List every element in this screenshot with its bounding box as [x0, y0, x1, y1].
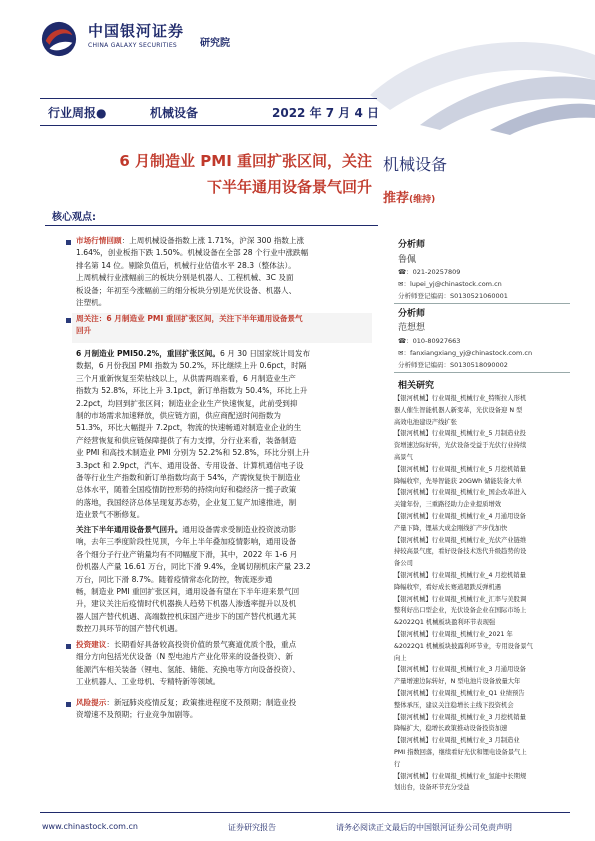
analyst-cert: 分析师登记编码：S0130518090002	[398, 361, 508, 369]
related-line: 降幅收窄，先导智能获 20GWh 储能装备大单	[394, 477, 522, 485]
brand-name-cn: 中国银河证券	[88, 22, 185, 40]
text-line: 回升	[76, 326, 92, 336]
related-line[interactable]: 【银河机械】行业周报_机械行业_2021 年	[394, 630, 513, 638]
text-line: 升，建议关注后疫情时代机器换人趋势下机器人渗透率提升以及机	[76, 599, 297, 609]
text-line: 器人国产替代机遇、高端数控机床国产进步下的国产替代机遇尤其	[76, 611, 297, 621]
text-line: 业 PMI 和高技术制造业 PMI 分别为 52.2%和 52.8%，环比分别上升	[76, 448, 310, 458]
related-line[interactable]: 【银河机械】行业周报_机械行业_3 月挖机销量	[394, 713, 526, 721]
text-line: 产经营恢复和供应链保障提供了有力支撑，分行业来看，装备制造	[76, 435, 297, 445]
text-line: 2.2pct，均回到扩张区间；制造业企业生产快速恢复，此前受到抑	[76, 398, 298, 408]
footer-website-link[interactable]: www.chinastock.com.cn	[42, 822, 138, 831]
pmi-paragraph	[76, 348, 369, 522]
text-line: 通用设备需求受制造业投资波动影	[182, 525, 297, 534]
related-line: 产量增速边际转好，N 型电池片设备放量大年	[394, 678, 521, 686]
investment-advice-paragraph	[76, 639, 369, 689]
text-line: 3.3pct 和 2.9pct，汽车、通用设备、专用设备、计算机通信电子设	[76, 460, 304, 470]
text-line: 造业景气不断修复。	[76, 510, 145, 520]
related-line: 产量下降，锂基大成金刚线扩产步伐加快	[394, 524, 508, 532]
footer-disclaimer: 请务必阅读正文最后的中国银河证券公司免责声明	[336, 823, 512, 832]
text-line: 指数为 52.8%，环比上升 3.1pct，新订单指数为 50.4%，环比上升	[76, 386, 308, 396]
related-line: 整体承压，建议关注稳增长主线下投资机会	[394, 701, 514, 709]
text-line: 各个细分子行业产销量均有不同幅度下滑，其中，2022 年 1-6 月	[76, 549, 298, 559]
analyst-divider	[394, 372, 570, 373]
bullet-marker	[66, 644, 71, 649]
text-line: 数据，6 月份我国 PMI 指数为 50.2%，环比继续上升 0.6pct，时隔	[76, 361, 307, 371]
related-line: 高景气	[394, 453, 413, 461]
related-line: 器人催生智能机器人新变革，光伏设备迎 N 型	[394, 406, 523, 414]
related-line: 资增速边际好转，光伏设备受益于光伏行业持续	[394, 442, 527, 450]
bullet-marker	[66, 240, 71, 245]
related-research-list	[394, 393, 574, 794]
text-line: 工业机器人、工业母机、专精特新等领域。	[76, 677, 221, 687]
related-line: &2022Q1 机械板块披露利环节业，专用设备景气	[394, 642, 533, 650]
text-line: 51.3%，环比大幅提升 7.2pct，物流的快速畅通对制造业企业的生	[76, 423, 302, 433]
related-line: 向上	[394, 654, 407, 662]
related-line: 降幅收窄，看好成长赛道超跌反弹机遇	[394, 583, 502, 591]
analyst-cert: 分析师登记编码：S0130521060001	[398, 292, 508, 300]
analyst-divider	[394, 303, 570, 304]
text-line: ：长期看好具备较高投资价值的景气赛道优质个股，重点	[106, 640, 297, 649]
related-line: &2022Q1 机械板块盈利环节表现强	[394, 619, 496, 627]
text-line: 6 月 30 日国家统计局发布	[220, 349, 311, 358]
analyst-email[interactable]: ✉：lupei_yj@chinastock.com.cn	[398, 280, 502, 288]
text-line: 能源汽车相关装备（锂电、氢能、储能、充换电等方向设备投资）、	[76, 664, 301, 674]
outlook-lead: 关注下半年通用设备景气回升。	[76, 525, 183, 534]
related-line: 划出台，设备环节充分受益	[394, 784, 470, 792]
text-line: 周关注：6 月制造业 PMI 重回扩张区间，关注下半年通用设备景气	[76, 314, 303, 323]
analyst-name: 鲁佩	[398, 255, 417, 265]
rating-label	[383, 187, 435, 206]
text-line: 三个月重新恢复至荣枯线以上，从供需两端来看，6 月制造业生产	[76, 373, 296, 383]
text-line: ：新冠肺炎疫情反复；政策推进程度不及预期；制造业投	[106, 698, 297, 707]
text-line: 份机器人产量 16.61 万台，同比下滑 9.4%，金属切削机床产量 23.2	[76, 562, 311, 572]
analyst-name: 范想想	[398, 323, 426, 333]
risk-warning-paragraph	[76, 697, 369, 722]
related-line[interactable]: 【银河机械】行业周报_机械行业_4 月通用设备	[394, 512, 526, 520]
related-line: 行	[394, 760, 401, 768]
risk-warning-label: 风险提示	[76, 698, 107, 707]
related-line[interactable]: 【银河机械】行业周报_机械行业_国企改革进入	[394, 489, 527, 497]
text-line: 排名第 14 位。剔除负值后，机械行业估值水平 28.3（整体法）。	[76, 260, 296, 270]
text-line: 数控刀具环节的国产替代机遇。	[76, 624, 183, 634]
text-line: 响，去年三季度阶段性见顶，今年上半年叠加疫情影响，通用设备	[76, 537, 297, 547]
related-line[interactable]: 【银河机械】行业周报_机械行业_特斯拉人形机	[394, 395, 527, 402]
rating-value: 推荐	[383, 191, 410, 206]
related-line[interactable]: 【银河机械】行业周报_机械行业_3 月通用设备	[394, 666, 526, 674]
related-line[interactable]: 【银河机械】行业周报_机械行业_5 月挖机销量	[394, 465, 526, 473]
market-review-label: 市场行情回顾	[76, 236, 122, 245]
text-line: 的落地，我国经济总体呈现复苏态势，企业复工复产加速推进，制	[76, 497, 297, 507]
report-date: 2022 年 7 月 4 日	[272, 106, 379, 120]
core-views-heading: 核心观点:	[52, 212, 96, 223]
analyst-phone: ☎：021-20257809	[398, 268, 461, 276]
footer-divider	[40, 812, 570, 813]
related-line: 关键年份，三重路径助力企业提质增效	[394, 501, 502, 509]
related-line: 高效电池建设产线扩张	[394, 418, 457, 426]
related-line[interactable]: 【银河机械】行业周报_机械行业_4 月挖机销量	[394, 571, 526, 579]
footer-report-label: 证券研究报告	[228, 823, 276, 832]
related-line[interactable]: 【银河机械】行业周报_机械行业_5 月制造业投	[394, 430, 526, 438]
related-line[interactable]: 【银河机械】行业周报_机械行业_氢能中长期规	[394, 772, 527, 780]
sector-label: 机械设备	[150, 106, 199, 120]
text-line: 总体水平，随着全国疫情防控形势的持续向好和稳经济一揽子政策	[76, 485, 297, 495]
market-review-paragraph	[76, 235, 369, 309]
brand-name-en: CHINA GALAXY SECURITIES	[88, 42, 178, 49]
related-line: 备公司	[394, 560, 413, 568]
related-research-heading: 相关研究	[398, 381, 435, 391]
bullet-marker	[66, 702, 71, 707]
text-line: 板设备；年初至今涨幅前三的细分板块分别是光伏设备、机器人、	[76, 285, 297, 295]
text-line: 上周机械行业涨幅前三的板块分别是机器人、工程机械、3C 及面	[76, 273, 294, 283]
bullet-marker	[66, 318, 71, 323]
analyst-heading: 分析师	[398, 240, 426, 250]
text-line: 万台，同比下滑 8.7%。随着疫情常态化防控，物流逐步通	[76, 574, 273, 584]
related-line[interactable]: 【银河机械】行业周报_机械行业_Q1 业绩预告	[394, 689, 525, 697]
text-line: 备等行业生产指数和新订单指数均高于 54%，产需恢复快于制造业	[76, 473, 301, 483]
related-line[interactable]: 【银河机械】行业周报_机械行业_汇率与美股调	[394, 595, 527, 603]
text-line: ：上周机械设备指数上涨 1.71%，沪深 300 指数上涨	[121, 236, 305, 245]
text-line: 注塑机。	[76, 298, 107, 308]
text-line: 畅，制造业 PMI 重回扩张区间，通用设备有望在下半年迎来景气回	[76, 587, 300, 597]
related-line: 降幅扩大，稳增长政策推动设备投资加速	[394, 725, 508, 733]
report-title-line-2: 下半年通用设备景气回升	[206, 178, 372, 196]
text-line: 细分方向包括光伏设备（N 型电池片产业化带来的设备投资）、新	[76, 652, 293, 662]
weekly-focus-paragraph	[76, 313, 369, 338]
related-line[interactable]: 【银河机械】行业周报_机械行业_光伏产业链维	[394, 536, 527, 544]
rating-note: (维持)	[409, 195, 436, 205]
related-line: 整利好出口型企业，光伏设备企业在国际市场上	[394, 607, 527, 615]
text-line: 资增速不及预期；行业竞争加剧等。	[76, 710, 198, 720]
side-sector-label: 机械设备	[383, 155, 448, 174]
outlook-paragraph	[76, 524, 369, 636]
pmi-lead: 6 月制造业 PMI50.2%，重回扩张区间。	[76, 349, 220, 358]
related-line[interactable]: 【银河机械】行业周报_机械行业_3 月制造业	[394, 737, 520, 745]
institute-label: 研究院	[200, 38, 230, 49]
related-line: 持较高景气度，看好设备技术迭代升级趋势的设	[394, 548, 527, 556]
analyst-heading: 分析师	[398, 309, 426, 319]
text-line: 1.64%，创业板指下跌 1.50%。机械设备在全部 28 个行业中涨跌幅	[76, 248, 309, 258]
report-title-line-1: 6 月制造业 PMI 重回扩张区间，关注	[119, 152, 372, 170]
analyst-phone: ☎：010-80927663	[398, 337, 461, 345]
report-type: 行业周报●	[48, 106, 107, 120]
text-line: 制的市场需求加速释放，供应链方面，供应商配送时间指数为	[76, 411, 282, 421]
investment-advice-label: 投资建议	[76, 640, 107, 649]
core-views-divider	[45, 225, 378, 226]
analyst-email[interactable]: ✉：fanxiangxiang_yj@chinastock.com.cn	[398, 349, 533, 357]
related-line: PMI 指数回落，继续看好光伏和锂电设备景气上	[394, 748, 527, 756]
galaxy-logo-icon	[40, 20, 78, 58]
